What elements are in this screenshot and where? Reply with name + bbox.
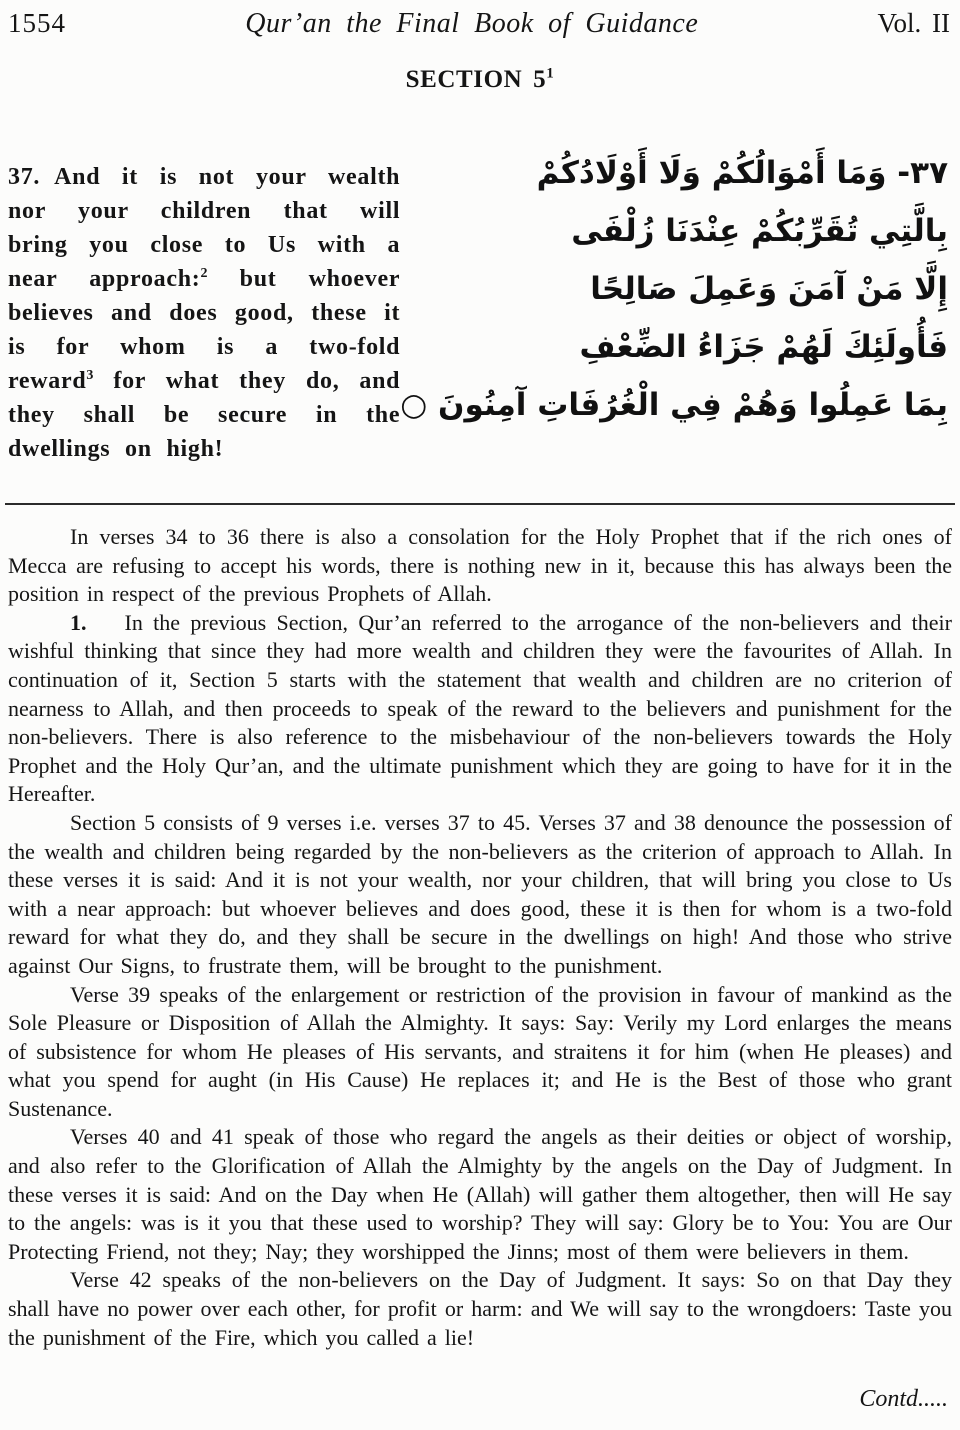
paragraph-text: In the previous Section, Qur’an referred to the arrogance of the non-believers and their wishful thinking that since they had more wealth and children they were the favourites of Allah. In continuation of it, Section 5 starts with the statement that wealth and children are no criterion of nearness to Allah, and then proceeds to speak of the reward to the believers and punishment for the non-believers. There is also reference to the misbehaviour of the non-believers towards the Holy Prophet and the Holy Qur’an, and the ultimate punishment which they are going to have for it in the Hereafter. (8, 609, 952, 807)
section-heading-text: SECTION 5 (405, 66, 547, 93)
footnote-number-label: 1. (70, 609, 87, 635)
commentary-paragraph (8, 1266, 952, 1352)
continued-label: Contd..... (859, 1386, 948, 1412)
paragraph-text: Verses 40 and 41 speak of those who regard the angels as their deities or object of worship, and also refer to the Glorification of Allah the Almighty by the angels on the Day of Judgment. In these verses it is said: And on the Day when He (Allah) will gather them altogether, then will He say to the angels: was is it you that these used to worship? They will say: Glory be to You: You are Our Protecting Friend, not they; Nay; they worshipped the Jinns; most of them were believers in them. (8, 1124, 952, 1264)
paragraph-text: Verse 39 speaks of the enlargement or restriction of the provision in favour of mankind as the Sole Pleasure or Disposition of Allah the Almighty. It says: Say: Verily my Lord enlarges the means of subsistence for whom He pleases of His servants, and straitens it for him (when He pleases) and what you spend for aught (in His Cause) He replaces it; and He is the Best of those who grant Sustenance. (8, 981, 952, 1121)
arabic-verse-line: ٣٧- وَمَا أَمْوَالُكُمْ وَلَا أَوْلَادُكُمْ (536, 155, 948, 191)
commentary-section (0, 505, 960, 1352)
running-header (0, 0, 960, 40)
footnote-ref-3: 3 (86, 368, 94, 383)
verse-text-part1: And it is not your wealth nor your children that will bring you close to Us with a near approach: (8, 164, 401, 292)
paragraph-text: In verses 34 to 36 there is also a consolation for the Holy Prophet that if the rich ones of Mecca are refusing to accept his words, there is nothing new in it, because this has always been the position in respect of the previous Prophets of Allah. (8, 524, 952, 607)
verse-arabic-text (400, 136, 954, 490)
commentary-paragraph (8, 523, 952, 609)
paragraph-text: Verse 42 speaks of the non-believers on the Day of Judgment. It says: So on that Day they shall have no power over each other, for profit or harm: and We will say to the wrongdoers: Taste you the punishment of the Fire, which you called a lie! (8, 1267, 952, 1350)
arabic-verse-line: فَأُولَئِكَ لَهُمْ جَزَاءُ الضِّعْفِ (579, 329, 948, 365)
running-title: Qur’an the Final Book of Guidance (245, 8, 699, 39)
verse-english-translation (8, 160, 400, 466)
verse-block (0, 136, 960, 490)
verse-text-part2: but whoever believes and does good, these it is for whom is a two-fold reward (8, 266, 401, 394)
commentary-paragraph (8, 1123, 952, 1266)
page-number: 1554 (8, 8, 66, 38)
paragraph-text: Section 5 consists of 9 verses i.e. verses 37 to 45. Verses 37 and 38 denounce the possession of the wealth and children being regarded by the non-believers as the criterion of approach to Allah. In these verses it is said: And it is not your wealth, nor your children, that will bring you close to Us with a near approach: but whoever believes and does good, these it is then for whom is a two-fold reward for what they do, and they shall be secure in the dwellings on high! And those who strive against Our Signs, to frustrate them, will be brought to the punishment. (8, 809, 952, 978)
commentary-paragraph (8, 609, 952, 809)
commentary-paragraph (8, 809, 952, 981)
commentary-paragraph (8, 981, 952, 1124)
section-footnote-marker: 1 (546, 65, 555, 82)
arabic-verse-line: إِلَّا مَنْ آمَنَ وَعَمِلَ صَالِحًا (590, 271, 948, 307)
verse-text-part3: for what they do, and they shall be secure in the dwellings on high! (8, 368, 401, 462)
arabic-verse-line: بِمَا عَمِلُوا وَهُمْ فِي الْغُرُفَاتِ آمِنُونَ ○ (400, 387, 948, 423)
section-heading (0, 66, 960, 94)
footnote-ref-2: 2 (200, 266, 208, 281)
volume-label: Vol. II (877, 8, 950, 38)
arabic-verse-line: بِالَّتِي تُقَرِّبُكُمْ عِنْدَنَا زُلْفَى (571, 213, 948, 249)
verse-number: 37. (8, 164, 41, 190)
